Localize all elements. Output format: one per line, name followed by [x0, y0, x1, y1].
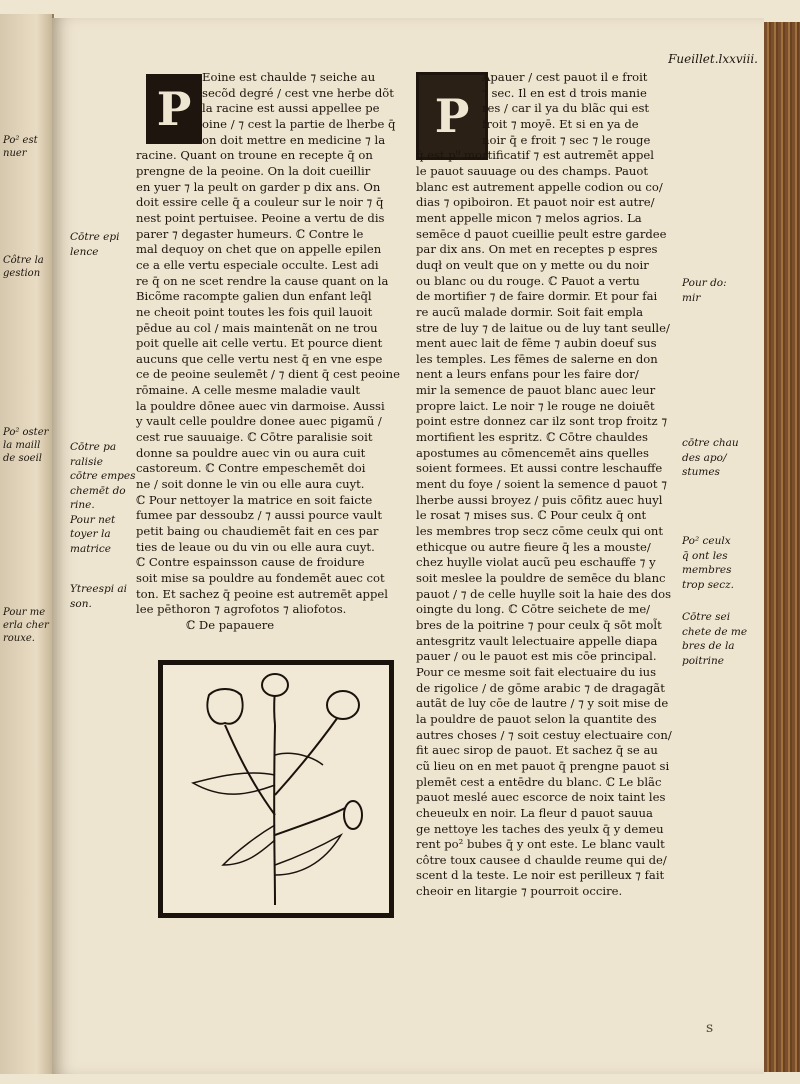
- prev-margin-note: Po² est nuer: [3, 135, 38, 159]
- text-line: fumee par dessoubz / ⁊ aussi pource vault: [136, 508, 383, 523]
- text-line: ℂ Contre espainsson cause de froidure: [136, 555, 365, 570]
- text-line: propre laict. Le noir ⁊ le rouge ne doiuēt: [416, 398, 655, 413]
- text-line: ne cheoit point toutes les fois quil lauoit: [136, 304, 373, 319]
- text-line: ton. Et sachez q̄ peoine est autremēt appel: [136, 586, 388, 601]
- right-text-column: [416, 70, 681, 900]
- text-line: ce de peoine seulemēt / ⁊ dient q̄ cest peoine: [136, 367, 400, 382]
- text-line: cũ lieu on en met pauot q̄ prengne pauot si: [416, 758, 670, 773]
- decorated-initial-left: P: [146, 74, 202, 144]
- text-line: ou blanc ou du rouge. ℂ Pauot a vertu: [416, 273, 640, 288]
- text-line: ment appelle micon ⁊ melos agrios. La: [416, 210, 642, 225]
- prev-margin-note: Pour me erla cher rouxe.: [3, 607, 49, 644]
- text-line: ⁊ sec. Il en est d trois manie: [482, 85, 647, 100]
- text-line: rōmaine. A celle mesme maladie vault: [136, 383, 361, 398]
- text-line: les temples. Les fēmes de salerne en don: [416, 351, 658, 366]
- text-line: le pauot sauuage ou des champs. Pauot: [416, 163, 649, 178]
- text-line: oingte du long. ℂ Cōtre seichete de me/: [416, 602, 651, 617]
- text-line: pauot / ⁊ de celle huylle soit la haie des dos: [416, 586, 672, 601]
- text-line: Bicõme racompte galien dun enfant leq̄l: [136, 289, 372, 304]
- text-line: point estre donnez car ilz sont trop froitz ⁊: [416, 414, 668, 429]
- text-line: ethicque ou autre fieure q̄ les a mouste/: [416, 539, 651, 554]
- text-line: côtre toux causee d chaulde reume qui de/: [416, 852, 667, 867]
- left-margin-note: Ytreespi ai son.: [70, 583, 128, 610]
- previous-page-edge: [0, 14, 54, 1074]
- folio-number: Fueillet.lxxviii.: [668, 52, 758, 66]
- text-line: plemēt cest a entēdre du blanc. ℂ Le blãc: [416, 774, 662, 789]
- text-line: antesgritz vault lelectuaire appelle diapa: [416, 633, 658, 648]
- right-margin-note: Po² ceulx q̄ ont les membres trop secz.: [682, 535, 734, 591]
- text-line: de rigolice / de gōme arabic ⁊ de dragagãt: [416, 680, 665, 695]
- text-line: cheoir en litargie ⁊ pourroit occire.: [416, 884, 623, 899]
- text-line: mir la semence de pauot blanc auec leur: [416, 383, 656, 398]
- text-line: donne sa pouldre auec vin ou aura cuit: [136, 445, 366, 460]
- text-line: parer ⁊ degaster humeurs. ℂ Contre le: [136, 226, 364, 241]
- text-line: soit mise sa pouldre au fondemēt auec cot: [136, 571, 385, 585]
- text-line: racine. Quant on troune en recepte q̄ on: [136, 148, 373, 163]
- text-line: nent a leurs enfans pour les faire dor/: [416, 367, 639, 382]
- text-line: froit ⁊ moyē. Et si en ya de: [482, 116, 639, 131]
- text-line: cheueulx en noir. La fleur d pauot sauua: [416, 805, 653, 820]
- section-heading: ℂ De papauere: [186, 617, 275, 632]
- text-line: chez huylle violat aucũ peu eschauffe ⁊ y: [416, 555, 656, 570]
- text-line: re q̄ on ne scet rendre la cause quant on la: [136, 273, 389, 288]
- text-line: re aucũ malade dormir. Soit fait empla: [416, 304, 644, 319]
- prev-margin-note: Côtre la gestion: [3, 255, 44, 279]
- right-margin-note: Pour do: mir: [682, 277, 727, 304]
- text-line: ce a elle vertu especiale occulte. Lest adi: [136, 257, 379, 272]
- text-line: ment du foye / soient la semence d pauot ⁊: [416, 477, 667, 492]
- text-line: on doit mettre en medicine ⁊ la: [202, 132, 386, 147]
- woodcut-illustration: [158, 660, 394, 918]
- text-line: la pouldre de pauot selon la quantite des: [416, 711, 657, 726]
- text-line: res / car il ya du blãc qui est: [482, 101, 650, 116]
- text-line: petit baing ou chaudiemēt fait en ces par: [136, 524, 379, 539]
- text-line: ment auec lait de fēme ⁊ aubin doeuf sus: [416, 336, 657, 351]
- text-line: lherbe aussi broyez / puis cōfitz auec huyl: [416, 492, 663, 507]
- text-line: prengne de la peoine. On la doit cueillir: [136, 163, 371, 178]
- text-line: soient formees. Et aussi contre leschauffe: [416, 461, 663, 476]
- text-line: les membres trop secz cōme ceulx qui ont: [416, 524, 664, 539]
- text-line: duqł on veult que on y mette ou du noir: [416, 257, 649, 272]
- text-line: cest rue sauuaige. ℂ Cōtre paralisie soit: [136, 430, 373, 445]
- text-line: castoreum. ℂ Contre empeschemēt doi: [136, 461, 366, 476]
- right-margin-note: Cōtre sei chete de me bres de la poitrine: [682, 611, 748, 667]
- text-line: pauot meslé auec escorce de noix taint les: [416, 790, 666, 805]
- text-line: stre de luy ⁊ de laitue ou de luy tant seulle/: [416, 320, 670, 335]
- text-line: secõd degré / cest vne herbe dõt: [202, 85, 394, 100]
- left-text-column: [136, 70, 400, 634]
- text-line: ties de leaue ou du vin ou elle aura cuyt.: [136, 539, 375, 554]
- decorated-initial-right: P: [416, 72, 488, 160]
- text-line: nest point pertuisee. Peoine a vertu de dis: [136, 210, 385, 225]
- right-margin-note: cōtre chau des apo/ stumes: [682, 437, 739, 478]
- text-line: lee pēthoron ⁊ agrofotos ⁊ aliofotos.: [136, 602, 347, 617]
- text-line: Apauer / cest pauot il e froit: [482, 70, 648, 84]
- text-line: pauer / ou le pauot est mis cōe principal.: [416, 649, 657, 664]
- text-line: dias ⁊ opiboiron. Et pauot noir est autre/: [416, 195, 655, 210]
- page-edges: [764, 22, 800, 1072]
- left-margin-note: Cōtre epi lence: [70, 231, 120, 258]
- text-line: de mortifier ⁊ de faire dormir. Et pour fai: [416, 289, 658, 304]
- text-line: y vault celle pouldre donee auec pigamũ /: [136, 414, 382, 429]
- text-line: par dix ans. On met en receptes p espres: [416, 242, 658, 257]
- text-line: semēce d pauot cueillie peult estre gardee: [416, 226, 667, 241]
- prev-margin-note: Po² oster la maill de soeil: [3, 427, 49, 464]
- text-line: Eoine est chaulde ⁊ seiche au: [202, 70, 376, 84]
- text-line: mortifient les espritz. ℂ Cōtre chauldes: [416, 430, 648, 445]
- text-line: noir q̄ e froit ⁊ sec ⁊ le rouge: [482, 132, 651, 147]
- text-line: la pouldre dōnee auec vin darmoise. Aussi: [136, 398, 385, 413]
- text-line: pēdue au col / mais maintenãt on ne trou: [136, 320, 378, 335]
- text-line: le rosat ⁊ mises sus. ℂ Pour ceulx q̄ ont: [416, 508, 647, 523]
- text-line: Pour ce mesme soit fait electuaire du ius: [416, 664, 657, 679]
- text-line: poit quelle ait celle vertu. Et pource dient: [136, 336, 383, 351]
- left-margin-note: Cōtre pa ralisie cōtre empes chemēt do rine. Pour net toyer la matrice: [70, 441, 136, 555]
- text-line: en yuer ⁊ la peult on garder p dix ans. On: [136, 179, 381, 194]
- text-line: q̄ est p⁹ mortificatif ⁊ est autremēt appel: [416, 148, 654, 163]
- text-line: aucuns que celle vertu nest q̄ en vne espe: [136, 351, 383, 366]
- text-line: mal dequoy on chet que on appelle epilen: [136, 242, 382, 257]
- text-line: doit essire celle q̄ a couleur sur le noir ⁊ q̄: [136, 195, 384, 210]
- pencil-mark: ꜱ: [706, 1020, 714, 1036]
- text-line: la racine est aussi appellee pe: [202, 101, 380, 116]
- poppy-plant-drawing: [163, 665, 389, 913]
- text-line: fit auec sirop de pauot. Et sachez q̄ se au: [416, 743, 658, 758]
- text-line: scent d la teste. Le noir est perilleux ⁊ fait: [416, 868, 665, 883]
- text-line: ℂ Pour nettoyer la matrice en soit faicte: [136, 492, 373, 507]
- text-line: soit meslee la pouldre de semēce du blanc: [416, 571, 666, 585]
- text-line: bres de la poitrine ⁊ pour ceulx q̄ sōt mol̃t: [416, 617, 662, 632]
- text-line: autres choses / ⁊ soit cestuy electuaire con/: [416, 727, 672, 742]
- text-line: blanc est autrement appelle codion ou co/: [416, 179, 663, 194]
- text-line: ne / soit donne le vin ou elle aura cuyt.: [136, 477, 365, 492]
- text-line: ge nettoye les taches des yeulx q̄ y demeu: [416, 821, 664, 836]
- text-line: autãt de luy cōe de lautre / ⁊ y soit mise de: [416, 696, 669, 711]
- text-line: rent po² bubes q̄ y ont este. Le blanc vault: [416, 837, 665, 852]
- text-line: apostumes au cōmencemēt ains quelles: [416, 445, 649, 460]
- text-line: oine / ⁊ cest la partie de lherbe q̄: [202, 116, 396, 131]
